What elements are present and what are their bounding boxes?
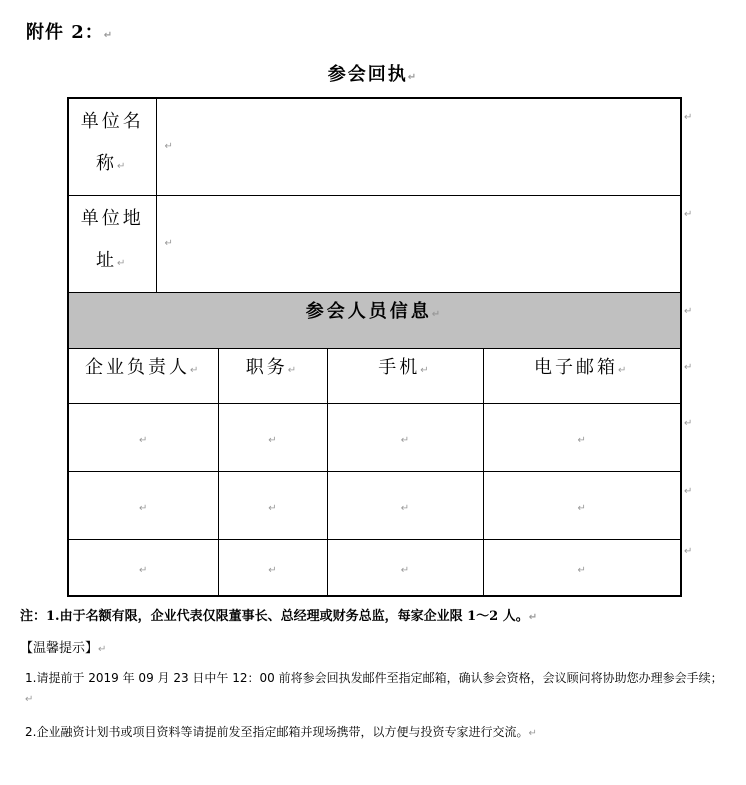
attachment-label-text: 附件 2：: [26, 22, 104, 43]
paragraph-mark-icon: ↵: [420, 364, 432, 376]
paragraph-mark-icon: ↵: [139, 434, 148, 446]
unit-name-label-line1: 单位名: [80, 111, 144, 132]
tip-item-2-text: 2.企业融资计划书或项目资料等请提前发至指定邮箱并现场携带，以方便与投资专家进行交流。: [25, 725, 529, 739]
row-end-mark-icon: ↵: [684, 306, 693, 317]
unit-name-label: [68, 98, 156, 195]
unit-address-label-line2: 址: [96, 249, 118, 271]
paragraph-mark-icon: ↵: [400, 564, 410, 576]
quota-note: [20, 605, 537, 624]
tip-item-1: [25, 668, 725, 710]
row-end-mark-icon: ↵: [684, 418, 693, 429]
column-header-text: 企业负责人: [85, 356, 191, 378]
paragraph-mark-icon: ↵: [528, 612, 538, 623]
email-cell[interactable]: [483, 539, 681, 596]
form-title: [0, 60, 746, 86]
row-end-mark-icon: ↵: [684, 112, 693, 123]
attendee-section-title-text: 参会人员信息: [305, 300, 432, 322]
tip-item-2: [25, 722, 725, 744]
email-cell[interactable]: [483, 471, 681, 539]
column-header-text: 电子邮箱: [534, 356, 619, 378]
paragraph-mark-icon: ↵: [139, 502, 148, 514]
email-cell[interactable]: [483, 403, 681, 471]
paragraph-mark-icon: ↵: [190, 364, 202, 376]
paragraph-mark-icon: ↵: [268, 434, 277, 446]
attendee-section-row: [68, 292, 681, 348]
paragraph-mark-icon: ↵: [400, 434, 410, 446]
table-row: [68, 471, 681, 539]
paragraph-mark-icon: ↵: [268, 564, 277, 576]
paragraph-mark-icon: ↵: [117, 161, 129, 172]
paragraph-mark-icon: ↵: [268, 502, 277, 514]
unit-name-row: [68, 98, 681, 195]
column-header-row: [68, 348, 681, 403]
attachment-label: [26, 18, 113, 44]
paragraph-mark-icon: ↵: [618, 364, 630, 376]
unit-name-label-line2: 称: [96, 153, 118, 174]
paragraph-mark-icon: ↵: [431, 308, 444, 320]
quota-note-text: 注：1.由于名额有限，企业代表仅限董事长、总经理或财务总监，每家企业限 1～2 人。: [20, 609, 529, 624]
unit-address-field[interactable]: [156, 195, 681, 292]
table-row: [68, 403, 681, 471]
paragraph-mark-icon: ↵: [577, 434, 586, 446]
unit-address-label: [68, 195, 156, 292]
tips-title: [20, 637, 106, 656]
column-header-email: [483, 348, 681, 403]
tip-item-1-text: 1.请提前于 2019 年 09 月 23 日中午 12：00 前将参会回执发邮件至指定邮箱，确认参会资格，会议顾问将协助您办理参会手续；: [25, 671, 723, 685]
paragraph-mark-icon: ↵: [117, 257, 129, 269]
position-cell[interactable]: [218, 539, 327, 596]
position-cell[interactable]: [218, 403, 327, 471]
paragraph-mark-icon: ↵: [577, 502, 586, 514]
row-end-mark-icon: ↵: [684, 209, 693, 220]
unit-name-field[interactable]: [156, 98, 681, 195]
attendee-section-title: [68, 292, 681, 348]
position-cell[interactable]: [218, 471, 327, 539]
column-header-person-in-charge: [68, 348, 218, 403]
column-header-text: 职务: [245, 356, 288, 378]
registration-table: [67, 97, 682, 597]
person-in-charge-cell[interactable]: [68, 403, 218, 471]
paragraph-mark-icon: ↵: [103, 30, 114, 41]
paragraph-mark-icon: ↵: [407, 72, 419, 83]
table-row: [68, 539, 681, 596]
paragraph-mark-icon: ↵: [98, 644, 107, 655]
unit-address-label-line1: 单位地: [80, 207, 144, 229]
paragraph-mark-icon: ↵: [400, 502, 410, 514]
row-end-mark-icon: ↵: [684, 546, 693, 557]
paragraph-mark-icon: ↵: [25, 694, 34, 705]
paragraph-mark-icon: ↵: [164, 237, 173, 249]
column-header-phone: [327, 348, 483, 403]
paragraph-mark-icon: ↵: [577, 564, 586, 576]
column-header-text: 手机: [378, 356, 421, 378]
form-title-text: 参会回执: [327, 64, 408, 85]
phone-cell[interactable]: [327, 539, 483, 596]
paragraph-mark-icon: ↵: [287, 364, 300, 376]
phone-cell[interactable]: [327, 471, 483, 539]
column-header-position: [218, 348, 327, 403]
row-end-mark-icon: ↵: [684, 486, 693, 497]
person-in-charge-cell[interactable]: [68, 471, 218, 539]
row-end-mark-icon: ↵: [684, 362, 693, 373]
paragraph-mark-icon: ↵: [528, 728, 537, 739]
unit-address-row: [68, 195, 681, 292]
paragraph-mark-icon: ↵: [139, 564, 148, 576]
paragraph-mark-icon: ↵: [164, 141, 173, 152]
tips-title-text: 【温馨提示】: [20, 641, 99, 656]
person-in-charge-cell[interactable]: [68, 539, 218, 596]
phone-cell[interactable]: [327, 403, 483, 471]
